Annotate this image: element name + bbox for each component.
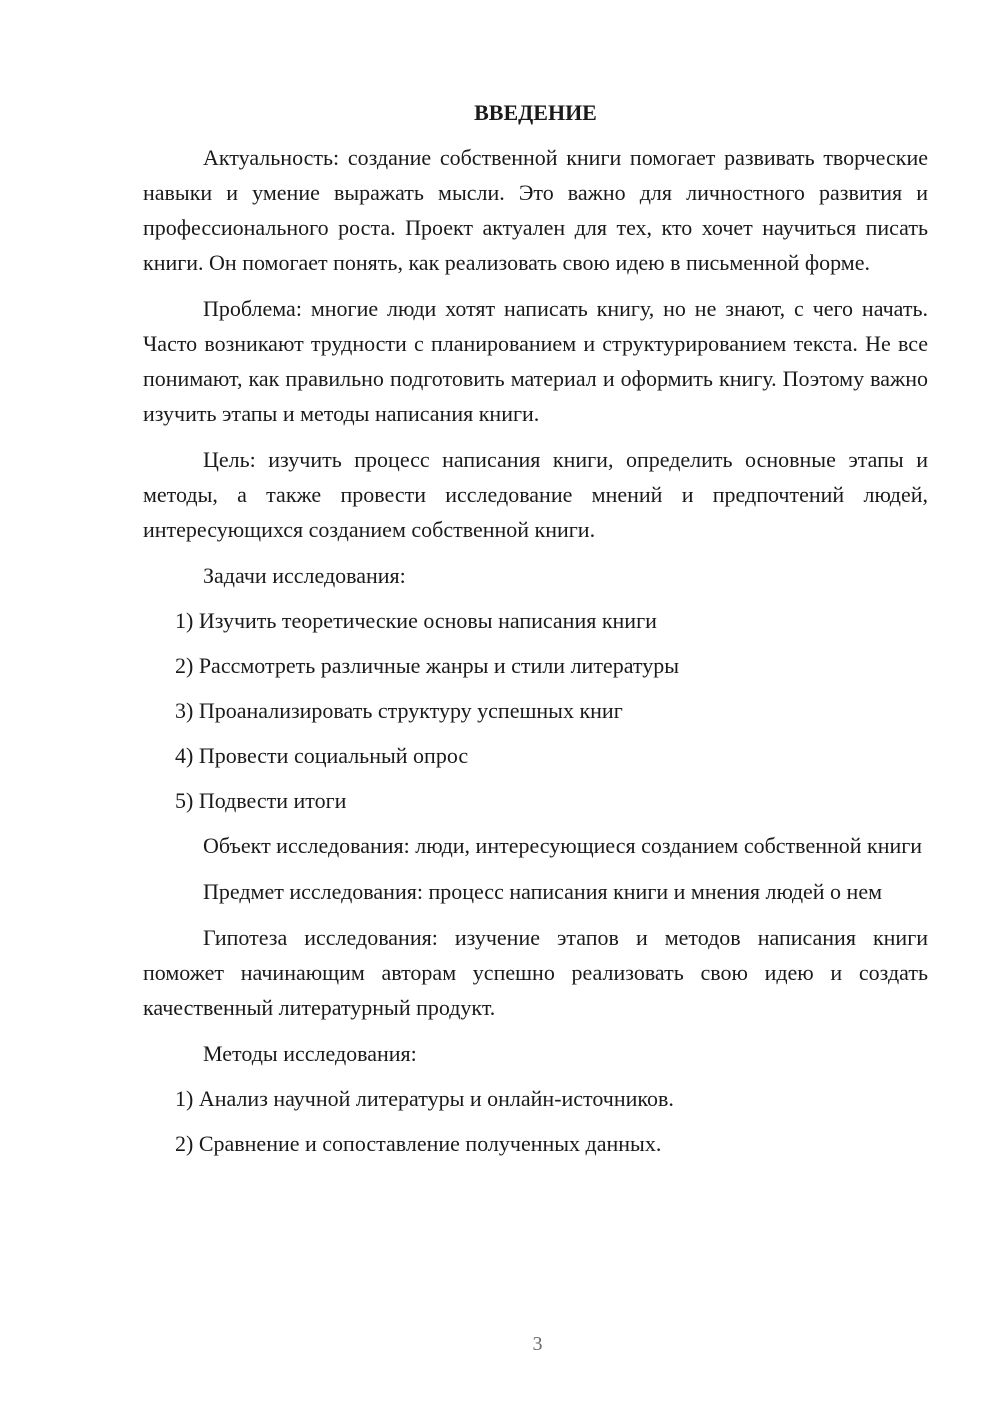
page-title: ВВЕДЕНИЕ xyxy=(474,100,597,125)
method-item: 1) Анализ научной литературы и онлайн-источников. xyxy=(175,1086,674,1111)
task-item: 5) Подвести итоги xyxy=(175,788,347,813)
paragraph-problem: Проблема: многие люди хотят написать книгу, но не знают, с чего начать. Часто возникают трудности с планированием и структурированием текста. Не все понимают, как правильно подготовить материал и оформить книгу. Поэтому важно изучить этапы и методы написания книги. xyxy=(143,296,928,426)
task-item: 4) Провести социальный опрос xyxy=(175,743,469,768)
paragraph-object: Объект исследования: люди, интересующиеся созданием собственной книги xyxy=(203,833,923,858)
tasks-title: Задачи исследования: xyxy=(203,563,406,588)
paragraph-goal: Цель: изучить процесс написания книги, определить основные этапы и методы, а также провести исследование мнений и предпочтений людей, интересующихся созданием собственной книги. xyxy=(143,447,928,542)
methods-title: Методы исследования: xyxy=(203,1041,417,1066)
page-number: 3 xyxy=(532,1333,543,1355)
task-item: 3) Проанализировать структуру успешных книг xyxy=(175,698,623,723)
paragraph-relevance: Актуальность: создание собственной книги помогает развивать творческие навыки и умение выражать мысли. Это важно для личностного развития и профессионального роста. Проект актуален для тех, кто хочет научиться писать книги. Он помогает понять, как реализовать свою идею в письменной форме. xyxy=(143,145,928,275)
method-item: 2) Сравнение и сопоставление полученных данных. xyxy=(175,1131,662,1156)
paragraph-subject: Предмет исследования: процесс написания книги и мнения людей о нем xyxy=(203,879,883,904)
document-body xyxy=(143,95,928,1171)
task-item: 1) Изучить теоретические основы написания книги xyxy=(175,608,657,633)
paragraph-hypothesis: Гипотеза исследования: изучение этапов и методов написания книги поможет начинающим авторам успешно реализовать свою идею и создать качественный литературный продукт. xyxy=(143,925,928,1020)
task-item: 2) Рассмотреть различные жанры и стили литературы xyxy=(175,653,680,678)
